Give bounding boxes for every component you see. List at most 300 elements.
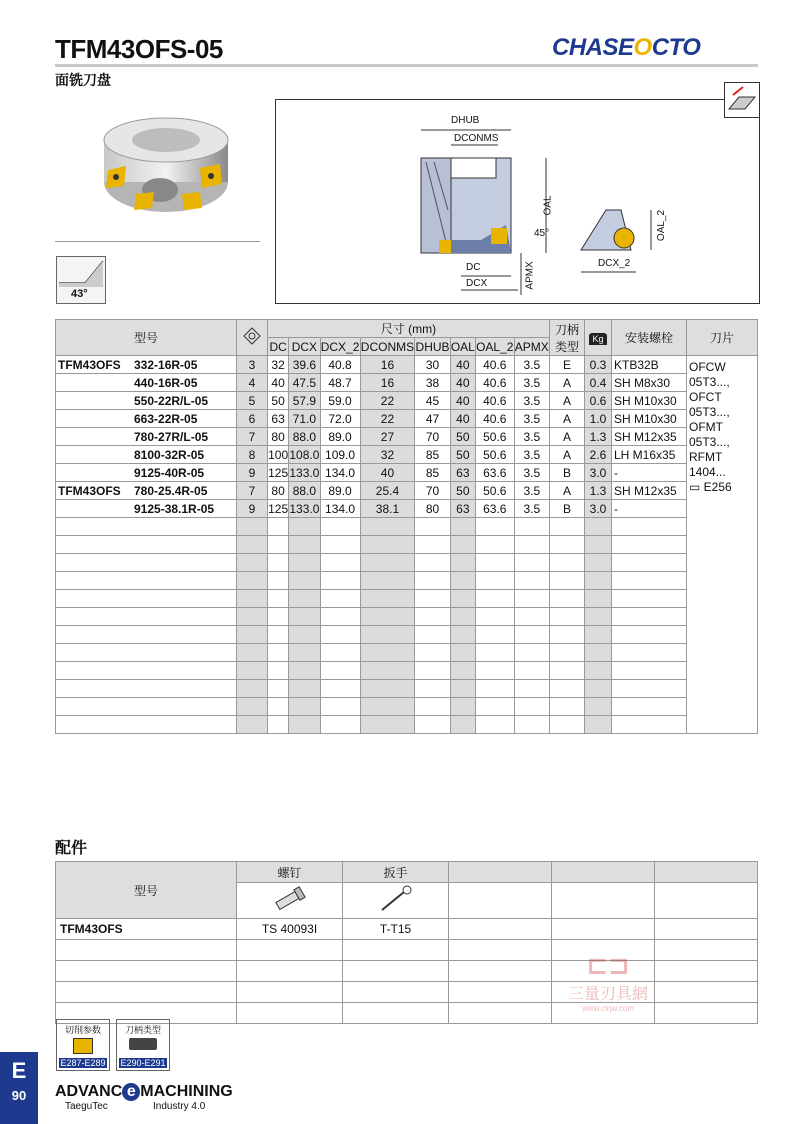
table-row xyxy=(56,482,758,500)
acc-blank xyxy=(655,919,758,940)
model-cell xyxy=(56,662,237,680)
cell-kg xyxy=(585,518,612,536)
label-dconms: DCONMS xyxy=(454,133,499,144)
insert-line: 1404... xyxy=(689,465,726,479)
cell-oal2: 40.6 xyxy=(475,356,514,374)
cell-dcx xyxy=(289,554,320,572)
acc-col-screw: 螺钉 xyxy=(237,862,343,883)
cell-dconms xyxy=(360,716,415,734)
table-row xyxy=(56,518,758,536)
table-row xyxy=(56,608,758,626)
acc-blank xyxy=(237,1003,343,1024)
cell-oal2 xyxy=(475,608,514,626)
model-cell xyxy=(56,518,237,536)
model-cell xyxy=(56,716,237,734)
acc-col-wrench: 扳手 xyxy=(343,862,449,883)
acc-col-empty2 xyxy=(552,862,655,883)
cell-dc: 32 xyxy=(268,356,289,374)
cell-dcx xyxy=(289,590,320,608)
insert-line: 05T3..., xyxy=(689,375,730,389)
model-code: 780-27R/L-05 xyxy=(134,429,209,444)
cell-apmx: 3.5 xyxy=(514,446,549,464)
model-cell xyxy=(56,392,237,410)
cell-dcx2: 134.0 xyxy=(320,464,360,482)
acc-blank xyxy=(449,961,552,982)
cell-shank: B xyxy=(550,464,585,482)
cell-oal2: 40.6 xyxy=(475,410,514,428)
insert-line: 05T3..., xyxy=(689,435,730,449)
cell-oal2: 50.6 xyxy=(475,428,514,446)
cell-screw: SH M10x30 xyxy=(612,410,687,428)
cell-z xyxy=(237,680,268,698)
cell-dcx: 47.5 xyxy=(289,374,320,392)
cell-dc xyxy=(268,680,289,698)
cell-dc: 125 xyxy=(268,465,289,480)
cell-dcx xyxy=(289,608,320,626)
cell-z xyxy=(237,698,268,716)
cell-screw xyxy=(612,536,687,554)
cell-dconms xyxy=(360,698,415,716)
cell-kg xyxy=(585,572,612,590)
cell-oal xyxy=(450,608,475,626)
table-row xyxy=(56,698,758,716)
cell-oal2: 40.6 xyxy=(475,374,514,392)
cell-oal: 50 xyxy=(450,482,475,500)
model-code: 8100-32R-05 xyxy=(134,447,205,462)
cell-dhub xyxy=(415,572,450,590)
cell-z xyxy=(237,518,268,536)
model-cell xyxy=(56,482,237,500)
cell-oal2: 63.6 xyxy=(475,464,514,482)
col-screw: 安装螺栓 xyxy=(612,320,687,356)
cell-screw: SH M12x35 xyxy=(612,482,687,500)
watermark-mark: ⊏⊐ xyxy=(586,950,630,980)
cell-dcx xyxy=(289,698,320,716)
table-row xyxy=(56,626,758,644)
cell-dconms xyxy=(360,554,415,572)
dimension-drawing xyxy=(276,100,759,303)
table-row xyxy=(56,716,758,734)
cell-apmx: 3.5 xyxy=(514,410,549,428)
model-cell xyxy=(56,428,237,446)
cell-oal2 xyxy=(475,554,514,572)
insert-line: 05T3..., xyxy=(689,405,730,419)
section-tab xyxy=(0,1052,38,1124)
cell-dhub: 45 xyxy=(415,392,450,410)
cell-dconms: 16 xyxy=(360,356,415,374)
cell-dcx2 xyxy=(320,608,360,626)
acc-blank xyxy=(449,940,552,961)
col-insert: 刀片 xyxy=(687,320,758,356)
cell-screw: - xyxy=(612,464,687,482)
cell-dcx2: 89.0 xyxy=(320,482,360,500)
cell-dc: 80 xyxy=(268,482,289,500)
cell-dhub xyxy=(415,536,450,554)
acc-blank xyxy=(449,919,552,940)
cell-dcx2 xyxy=(320,698,360,716)
col-dhub: DHUB xyxy=(415,339,450,354)
cell-z: 7 xyxy=(237,428,268,446)
cell-z xyxy=(237,608,268,626)
cell-oal: 40 xyxy=(450,410,475,428)
cell-dcx2: 89.0 xyxy=(320,428,360,446)
cell-apmx xyxy=(514,518,549,536)
model-cell xyxy=(56,608,237,626)
label-oal: OAL xyxy=(542,195,554,216)
cell-oal2 xyxy=(475,536,514,554)
cell-shank xyxy=(550,572,585,590)
acc-blank xyxy=(449,982,552,1003)
cell-dconms xyxy=(360,536,415,554)
insert-type-drawing xyxy=(725,83,759,117)
cell-oal: 40 xyxy=(450,392,475,410)
cell-dcx: 108.0 xyxy=(289,447,320,462)
model-cell xyxy=(56,356,237,374)
model-code: 663-22R-05 xyxy=(134,411,198,426)
cutting-data-badge[interactable] xyxy=(56,1019,110,1071)
cell-dcx xyxy=(289,716,320,734)
model-cell xyxy=(56,590,237,608)
cell-shank: A xyxy=(550,446,585,464)
cell-dhub: 38 xyxy=(415,374,450,392)
watermark xyxy=(538,950,678,1020)
cell-dcx: 57.9 xyxy=(289,392,320,410)
label-apmx: APMX xyxy=(524,261,536,290)
section-letter: E xyxy=(11,1058,27,1083)
cell-z: 3 xyxy=(237,356,268,374)
footer-logo xyxy=(55,1083,233,1101)
cell-apmx: 3.5 xyxy=(514,392,549,410)
model-code: 780-25.4R-05 xyxy=(134,483,208,498)
cell-shank xyxy=(550,518,585,536)
table-row xyxy=(56,662,758,680)
footer-industry: Industry 4.0 xyxy=(153,1101,206,1112)
cell-kg xyxy=(585,716,612,734)
cell-dcx2: 134.0 xyxy=(320,500,360,518)
cell-oal xyxy=(450,518,475,536)
cell-dconms: 27 xyxy=(360,428,415,446)
table-row xyxy=(56,554,758,572)
cell-z xyxy=(237,626,268,644)
cell-shank xyxy=(550,698,585,716)
cell-shank: A xyxy=(550,392,585,410)
cell-screw xyxy=(612,716,687,734)
cell-z: 4 xyxy=(237,374,268,392)
cell-z xyxy=(237,554,268,572)
model-cell xyxy=(56,644,237,662)
acc-blank xyxy=(56,961,237,982)
cell-apmx xyxy=(514,698,549,716)
cell-screw: SH M10x30 xyxy=(612,392,687,410)
spec-table xyxy=(55,319,758,734)
model-cell xyxy=(56,374,237,392)
cell-shank xyxy=(550,554,585,572)
cell-kg xyxy=(585,662,612,680)
cell-dc xyxy=(268,626,289,644)
weight-icon: Kg xyxy=(589,333,606,345)
cell-oal xyxy=(450,698,475,716)
table-row xyxy=(56,410,758,428)
cell-kg: 1.0 xyxy=(585,410,612,428)
cell-dhub: 85 xyxy=(415,446,450,464)
col-model: 型号 xyxy=(56,320,237,356)
cell-shank xyxy=(550,536,585,554)
cell-kg xyxy=(585,536,612,554)
insert-line: OFMT xyxy=(689,420,723,434)
cell-screw: KTB32B xyxy=(612,356,687,374)
cell-shank xyxy=(550,662,585,680)
cell-oal xyxy=(450,680,475,698)
cell-z: 6 xyxy=(237,410,268,428)
cell-shank xyxy=(550,626,585,644)
acc-blank xyxy=(343,982,449,1003)
image-rule xyxy=(55,241,260,242)
cell-dconms: 40 xyxy=(360,464,415,482)
cell-dcx: 133.0 xyxy=(289,501,320,516)
page-number: 90 xyxy=(11,1088,27,1103)
cell-kg xyxy=(585,590,612,608)
cell-oal xyxy=(450,662,475,680)
cell-dcx2 xyxy=(320,518,360,536)
cell-apmx: 3.5 xyxy=(514,464,549,482)
cell-dc: 40 xyxy=(268,374,289,392)
screw-icon xyxy=(270,884,310,914)
badge-ref: E290-E291 xyxy=(120,1058,166,1068)
cell-dcx2: 109.0 xyxy=(320,446,360,464)
badge-icon xyxy=(73,1038,93,1054)
table-row xyxy=(56,356,758,374)
cell-dcx xyxy=(289,572,320,590)
teeth-icon xyxy=(243,327,261,345)
cell-oal xyxy=(450,554,475,572)
cell-screw xyxy=(612,608,687,626)
label-dhub: DHUB xyxy=(451,115,480,126)
insert-ref-text: E256 xyxy=(703,480,732,494)
model-code: 9125-40R-05 xyxy=(134,465,205,480)
table-row xyxy=(56,644,758,662)
cell-dhub xyxy=(415,590,450,608)
title-rule xyxy=(55,64,758,67)
cell-kg: 0.3 xyxy=(585,356,612,374)
acc-model: TFM43OFS xyxy=(56,919,237,940)
cell-shank: A xyxy=(550,428,585,446)
acc-blank xyxy=(552,883,655,919)
book-icon: ▭ xyxy=(689,480,704,494)
cell-dconms xyxy=(360,626,415,644)
cell-dcx xyxy=(289,626,320,644)
acc-col-model: 型号 xyxy=(56,862,237,919)
col-dconms: DCONMS xyxy=(360,339,415,354)
cell-dc xyxy=(268,716,289,734)
cell-kg: 3.0 xyxy=(585,464,612,482)
cell-oal2: 40.6 xyxy=(475,392,514,410)
cell-dcx xyxy=(289,518,320,536)
table-row xyxy=(56,536,758,554)
cell-apmx xyxy=(514,626,549,644)
insert-line: OFCW xyxy=(689,360,726,374)
cell-shank: A xyxy=(550,482,585,500)
cell-dcx2 xyxy=(320,536,360,554)
lead-angle-label: 43° xyxy=(71,288,88,300)
cell-dc: 50 xyxy=(268,392,289,410)
table-row xyxy=(56,446,758,464)
cell-dc xyxy=(268,662,289,680)
model-prefix: TFM43OFS xyxy=(58,483,121,498)
cell-shank: A xyxy=(550,410,585,428)
cell-dhub xyxy=(415,608,450,626)
label-dcx: DCX xyxy=(466,278,488,289)
insert-type-icon xyxy=(724,82,760,118)
cell-screw: SH M12x35 xyxy=(612,428,687,446)
insert-ref[interactable] xyxy=(689,480,755,495)
cell-dc xyxy=(268,572,289,590)
table-row xyxy=(56,392,758,410)
cell-dcx2 xyxy=(320,626,360,644)
cell-dconms xyxy=(360,572,415,590)
cell-apmx xyxy=(514,554,549,572)
cell-dhub: 85 xyxy=(415,464,450,482)
cell-screw xyxy=(612,626,687,644)
model-code: 332-16R-05 xyxy=(134,357,198,372)
cell-dcx2 xyxy=(320,716,360,734)
screw-image xyxy=(237,883,343,919)
wrench-image xyxy=(343,883,449,919)
dimension-diagram xyxy=(275,99,760,304)
acc-blank xyxy=(56,982,237,1003)
brand-o: O xyxy=(633,34,652,61)
model-cell xyxy=(56,446,237,464)
cell-dc xyxy=(268,554,289,572)
cell-apmx xyxy=(514,608,549,626)
cell-apmx xyxy=(514,536,549,554)
model-cell xyxy=(56,572,237,590)
cell-dcx: 88.0 xyxy=(289,482,320,500)
model-cell xyxy=(56,536,237,554)
cell-kg xyxy=(585,680,612,698)
cell-dc xyxy=(268,590,289,608)
acc-wrench: T-T15 xyxy=(343,919,449,940)
lead-angle-icon xyxy=(57,257,105,287)
cell-oal: 63 xyxy=(450,464,475,482)
cell-shank: A xyxy=(550,374,585,392)
cell-z: 8 xyxy=(237,446,268,464)
cell-dc xyxy=(268,518,289,536)
acc-blank xyxy=(552,919,655,940)
model-cell xyxy=(56,680,237,698)
label-dc: DC xyxy=(466,262,481,273)
model-code: 9125-38.1R-05 xyxy=(134,501,215,516)
lead-angle-box xyxy=(56,256,106,304)
col-oal: OAL xyxy=(450,339,475,354)
cell-oal xyxy=(450,716,475,734)
cell-dcx2: 40.8 xyxy=(320,356,360,374)
insert-line: OFCT xyxy=(689,390,722,404)
label-oal2: OAL_2 xyxy=(656,209,668,242)
cell-kg xyxy=(585,626,612,644)
table-row xyxy=(56,572,758,590)
cell-dhub xyxy=(415,662,450,680)
model-cell xyxy=(56,464,237,482)
acc-col-empty1 xyxy=(449,862,552,883)
cell-dhub: 70 xyxy=(415,482,450,500)
wrench-icon xyxy=(376,884,416,914)
cell-dc xyxy=(268,698,289,716)
cell-shank xyxy=(550,680,585,698)
cell-dhub xyxy=(415,518,450,536)
cell-shank: E xyxy=(550,356,585,374)
acc-blank xyxy=(237,961,343,982)
brand-logo xyxy=(552,34,700,62)
cell-kg: 0.6 xyxy=(585,392,612,410)
cell-dc xyxy=(268,608,289,626)
cell-oal2 xyxy=(475,716,514,734)
label-dcx2: DCX_2 xyxy=(598,258,631,269)
cell-oal: 50 xyxy=(450,446,475,464)
cell-oal2 xyxy=(475,590,514,608)
cell-z xyxy=(237,572,268,590)
cell-apmx: 3.5 xyxy=(514,428,549,446)
cell-oal2 xyxy=(475,626,514,644)
cell-kg: 0.4 xyxy=(585,374,612,392)
table-row xyxy=(56,500,758,518)
badge-label: 切削参数 xyxy=(64,1025,101,1035)
cell-apmx: 3.5 xyxy=(514,500,549,518)
cell-apmx: 3.5 xyxy=(514,356,549,374)
cell-apmx xyxy=(514,680,549,698)
cell-screw xyxy=(612,572,687,590)
col-weight xyxy=(585,320,612,356)
cell-screw xyxy=(612,662,687,680)
footer-taegutec: TaeguTec xyxy=(65,1101,108,1112)
cell-z xyxy=(237,662,268,680)
cell-oal: 63 xyxy=(450,500,475,518)
cell-dconms: 22 xyxy=(360,410,415,428)
cell-dcx: 88.0 xyxy=(289,428,320,446)
acc-col-empty3 xyxy=(655,862,758,883)
cell-dcx2 xyxy=(320,554,360,572)
model-prefix: TFM43OFS xyxy=(58,357,121,372)
insert-line: RFMT xyxy=(689,450,723,464)
acc-blank xyxy=(343,1003,449,1024)
cell-dcx2 xyxy=(320,572,360,590)
col-dc: DC xyxy=(269,339,287,354)
cell-z xyxy=(237,590,268,608)
acc-blank xyxy=(343,961,449,982)
cell-oal: 40 xyxy=(450,374,475,392)
cell-shank: B xyxy=(550,500,585,518)
cell-z: 5 xyxy=(237,392,268,410)
cell-apmx: 3.5 xyxy=(514,374,549,392)
cell-dhub: 30 xyxy=(415,356,450,374)
cell-dhub xyxy=(415,554,450,572)
badge-label: 刀柄类型 xyxy=(124,1025,161,1035)
cell-dconms: 32 xyxy=(360,446,415,464)
cell-dcx2 xyxy=(320,662,360,680)
table-row xyxy=(56,374,758,392)
table-row xyxy=(56,680,758,698)
cell-dconms: 38.1 xyxy=(360,500,415,518)
shank-type-badge[interactable] xyxy=(116,1019,170,1071)
cell-screw xyxy=(612,680,687,698)
acc-blank xyxy=(237,982,343,1003)
table-row xyxy=(56,428,758,446)
cell-dconms xyxy=(360,608,415,626)
cell-z xyxy=(237,716,268,734)
cell-dcx xyxy=(289,644,320,662)
cutter-image xyxy=(96,110,236,220)
cell-dhub: 47 xyxy=(415,410,450,428)
cell-dhub xyxy=(415,716,450,734)
